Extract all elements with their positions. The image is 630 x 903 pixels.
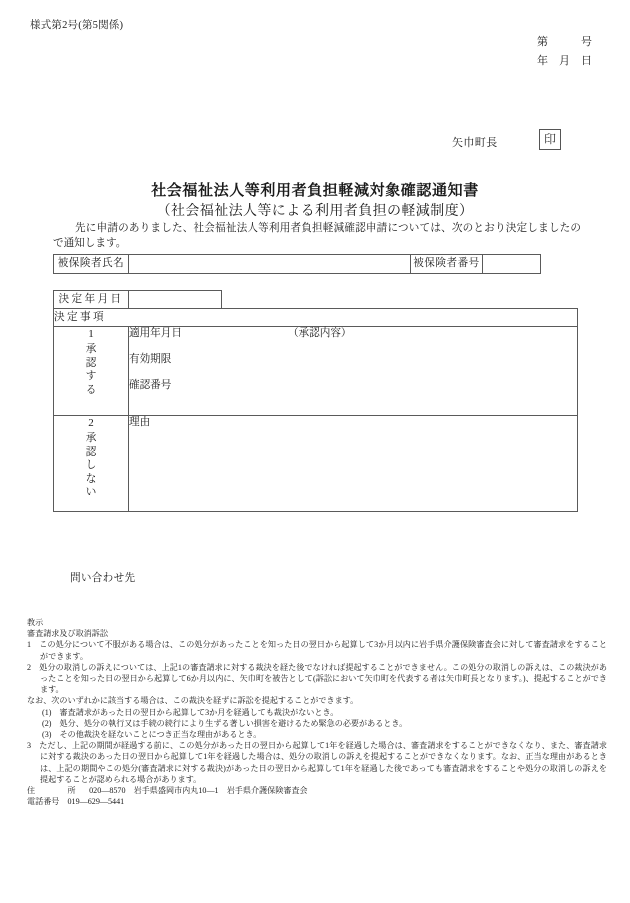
notice-address-value: 020—8570 岩手県盛岡市内丸10—1 岩手県介護保険審査会 bbox=[89, 786, 308, 796]
vertical-char: い bbox=[85, 487, 97, 498]
page-subtitle: （社会福祉法人等による利用者負担の軽減制度） bbox=[156, 204, 474, 219]
vertical-char: る bbox=[85, 384, 97, 396]
decision-date-row bbox=[54, 291, 578, 309]
applied-date-line bbox=[129, 327, 577, 340]
decision-items-header: 決定事項 bbox=[54, 309, 578, 327]
confirmation-number-label: 確認番号 bbox=[129, 380, 172, 391]
document-number: 第 号 bbox=[537, 36, 592, 48]
decision-date-label: 決定年月日 bbox=[54, 291, 129, 309]
intro-paragraph: 先に申請のありました、社会福祉法人等利用者負担軽減確認申請については、次のとおり決定しましたので通知します。 bbox=[53, 223, 581, 249]
insured-person-table bbox=[53, 254, 541, 274]
notice-heading: 教示 bbox=[27, 618, 44, 627]
document-number-block bbox=[537, 33, 592, 71]
table-row bbox=[54, 255, 541, 274]
notice-phone-value: 019—629—5441 bbox=[67, 797, 125, 807]
notice-address-label: 住 所 bbox=[27, 786, 81, 796]
notice-item-2-note: なお、次のいずれかに該当する場合は、この裁決を経ずに訴訟を提起することができます。 bbox=[27, 696, 359, 706]
notice-phone-line bbox=[27, 796, 607, 807]
vertical-char: 認 bbox=[85, 446, 97, 458]
insured-name-field[interactable] bbox=[129, 255, 411, 274]
notice-address-line bbox=[27, 785, 607, 796]
notice-phone-label: 電話番号 bbox=[27, 797, 60, 807]
notice-item-2: 2 処分の取消しの訴えについては、上記1の審査請求に対する裁決を経た後でなければ提起することができません。この処分の取消しの訴えは、この裁決があったことを知った日の翌日から起算して6か月以内に、矢巾町を被告として(訴訟において矢巾町を代表する者は矢巾町長となります。)、提起することができます。 bbox=[27, 662, 607, 695]
table-row bbox=[54, 416, 578, 512]
issuer-name: 矢巾町長 bbox=[452, 137, 498, 149]
approval-content-note: （承認内容） bbox=[287, 328, 352, 339]
vertical-char: し bbox=[85, 460, 97, 471]
decision-row2-number: 2 bbox=[88, 417, 94, 429]
form-number: 様式第2号(第5関係) bbox=[30, 20, 124, 31]
decision-row2-marker bbox=[54, 416, 129, 512]
notice-subheading: 審査請求及び取消訴訟 bbox=[27, 629, 108, 639]
notice-section bbox=[27, 617, 607, 807]
page-title: 社会福祉法人等利用者負担軽減対象確認通知書 bbox=[151, 183, 479, 199]
applied-date-label: 適用年月日 bbox=[129, 328, 182, 339]
notice-item-3: 3 ただし、上記の期間が経過する前に、この処分があった日の翌日から起算して1年を経過した場合は、審査請求をすることができなくなり、また、審査請求に対する裁決のあった日の翌日から起算して1年を経過した場合は、処分の取消しの訴えを提起することができなくなります。なお、正当な理由があるときは、上記の期間やこの処分(審査請求に対する裁決)があった日の翌日から起算して1年を経過した後であっても審査請求をすることや処分の取消しの訴えを提起することが認められる場合があります。 bbox=[27, 741, 607, 784]
seal-stamp-box: 印 bbox=[539, 129, 561, 150]
notice-subitem-1: (1) 審査請求があった日の翌日から起算して3か月を経過しても裁決がないとき。 bbox=[42, 707, 339, 717]
decision-items-header-row bbox=[54, 309, 578, 327]
document-date: 年 月 日 bbox=[537, 55, 592, 67]
issuer-row bbox=[0, 130, 630, 154]
decision-row1-body bbox=[129, 327, 578, 416]
decision-table bbox=[53, 290, 578, 512]
vertical-char: な bbox=[85, 473, 97, 485]
decision-date-spacer bbox=[222, 291, 578, 309]
decision-row1-marker bbox=[54, 327, 129, 416]
insured-name-label: 被保険者氏名 bbox=[54, 255, 129, 274]
decision-date-field[interactable] bbox=[129, 291, 222, 309]
valid-period-label: 有効期限 bbox=[129, 354, 172, 365]
contact-label: 問い合わせ先 bbox=[70, 573, 136, 584]
decision-row2-vertical-label bbox=[54, 432, 128, 500]
notice-subitem-2: (2) 処分、処分の執行又は手続の続行により生ずる著しい損害を避けるため緊急の必要があるとき。 bbox=[42, 718, 408, 728]
notice-subitem-3: (3) その他裁決を経ないことにつき正当な理由があるとき。 bbox=[42, 730, 262, 740]
table-row bbox=[54, 327, 578, 416]
vertical-char: 認 bbox=[85, 357, 97, 369]
insured-number-label: 被保険者番号 bbox=[411, 255, 483, 274]
notice-item-1: 1 この処分について不服がある場合は、この処分があったことを知った日の翌日から起算して3か月以内に岩手県介護保険審査会に対して審査請求をすることができます。 bbox=[27, 640, 607, 661]
vertical-char: 承 bbox=[85, 344, 97, 355]
decision-row1-vertical-label bbox=[54, 343, 128, 397]
vertical-char: す bbox=[85, 371, 97, 382]
vertical-char: 承 bbox=[85, 433, 97, 444]
insured-number-field[interactable] bbox=[483, 255, 541, 274]
decision-row2-body bbox=[129, 416, 578, 512]
decision-row1-number: 1 bbox=[88, 328, 94, 340]
reason-label: 理由 bbox=[129, 417, 151, 428]
